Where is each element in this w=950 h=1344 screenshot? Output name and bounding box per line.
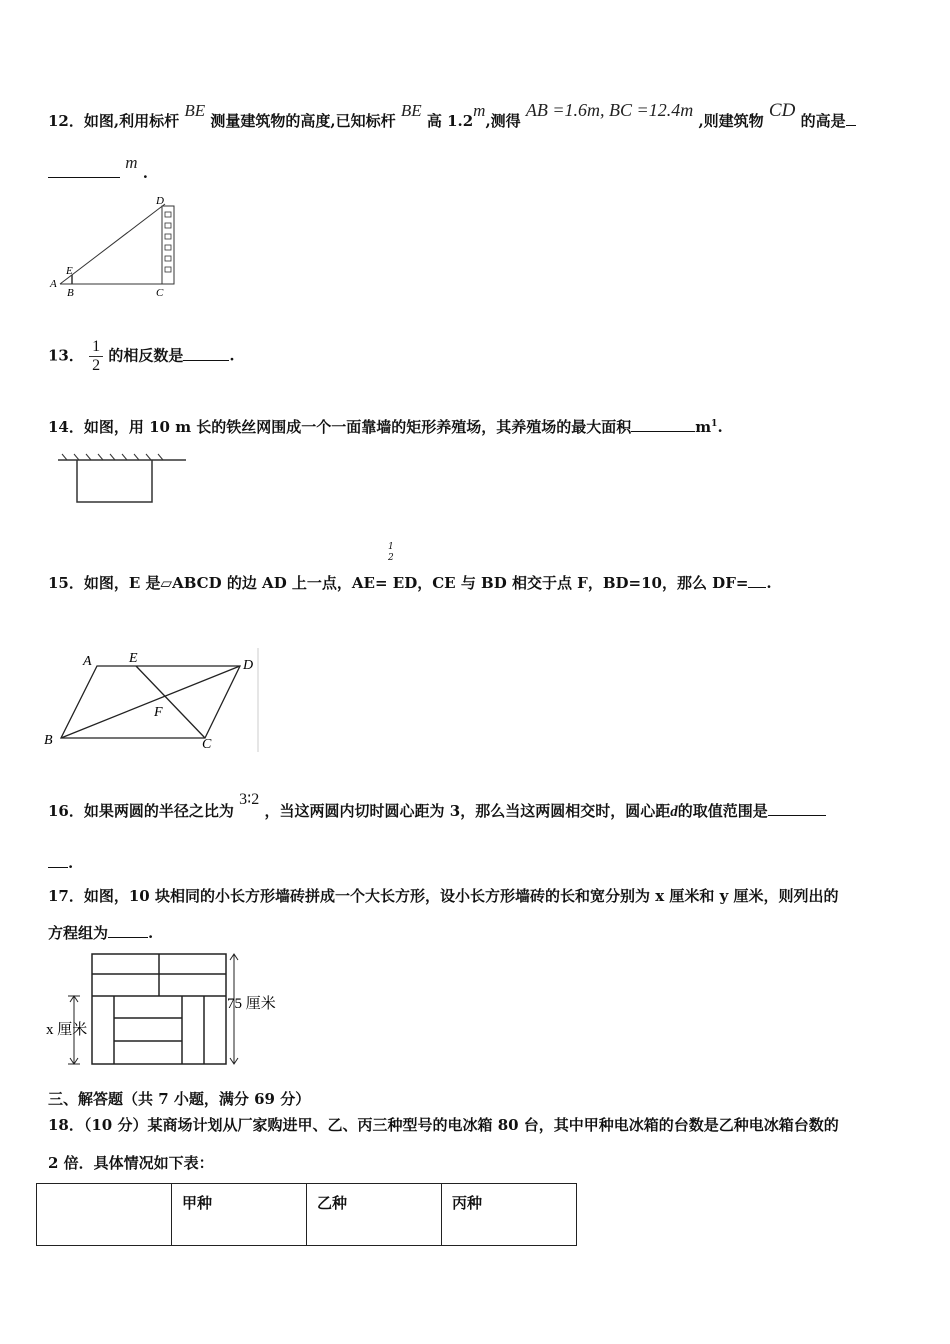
q16-line1	[48, 791, 826, 821]
table-header-yi: 乙种	[307, 1184, 442, 1246]
q16-line2	[48, 853, 73, 872]
q14-figure	[58, 450, 190, 506]
q12-measurements: AB =1.6m, BC =12.4m	[525, 100, 694, 120]
q18-line2	[48, 1152, 214, 1173]
q15-frac-num: 1	[388, 542, 394, 552]
q15-diagonal-bd	[61, 666, 240, 738]
q15-tail: .	[766, 574, 772, 592]
q13-number: 13．	[48, 346, 84, 365]
q12-sight-line	[60, 204, 165, 284]
q18-text: （10 分）某商场计划从厂家购进甲、乙、丙三种型号的电冰箱 80 台，其中甲种电冰箱的台数是乙种电冰箱台数的	[83, 1116, 839, 1134]
q14-unit: m	[695, 418, 712, 436]
q17-answer-blank	[108, 923, 148, 938]
q14-fence	[77, 460, 152, 502]
q15-line	[48, 542, 772, 593]
q13-fraction	[89, 338, 103, 375]
q12-building-windows	[165, 212, 171, 272]
q17-tiles	[92, 954, 226, 1064]
q15-figure	[40, 648, 262, 754]
q16-answer-blank-2	[48, 853, 68, 868]
q14-number: 14．	[48, 418, 84, 436]
q17-line1	[48, 885, 839, 906]
q12-label-d: D	[156, 195, 164, 207]
q17-number: 17．	[48, 887, 84, 905]
q18-table	[36, 1183, 577, 1246]
q18-number: 18．	[48, 1116, 84, 1134]
q14-answer-blank	[631, 417, 695, 432]
q15-answer-blank	[748, 573, 766, 588]
q12-label-c: C	[156, 287, 164, 299]
q17-text-2: 方程组为	[48, 924, 109, 942]
q17-figure	[44, 950, 284, 1072]
q12-answer-blank-a	[846, 111, 856, 126]
q15-text-2: ED，CE 与 BD 相交于点 F，BD=10，那么 DF=	[392, 574, 749, 592]
q12-line2	[48, 153, 148, 183]
q13-line	[48, 338, 235, 375]
q16-d: d	[670, 804, 678, 820]
table-header-bing: 丙种	[442, 1184, 577, 1246]
q18-line1	[48, 1114, 839, 1135]
q12-tail: .	[142, 164, 148, 182]
q12-text-5: ,则建筑物	[698, 112, 764, 130]
q18-text-2: 2 倍．具体情况如下表：	[48, 1154, 214, 1172]
q12-line1	[48, 100, 856, 132]
q12-number: 12．	[48, 112, 84, 130]
q15-label-f: F	[154, 705, 163, 720]
q12-cd: CD	[768, 100, 796, 121]
q15-label-a: A	[83, 654, 92, 669]
q14-line	[48, 416, 723, 437]
q12-text-4: ,测得	[485, 112, 521, 130]
q16-text-3: 的取值范围是	[677, 802, 768, 820]
q17-tail: .	[148, 924, 154, 942]
q16-text-1: 如果两圆的半径之比为	[83, 802, 234, 820]
q12-unit-m: m	[473, 101, 486, 120]
q12-be-1: BE	[184, 101, 206, 120]
q15-number: 15．	[48, 574, 84, 592]
q15-label-e: E	[129, 651, 138, 666]
q12-text-6: 的高是	[800, 112, 846, 130]
q12-text-3: 高 1.2	[426, 112, 474, 130]
q17-text: 如图，10 块相同的小长方形墙砖拼成一个大长方形，设小长方形墙砖的长和宽分别为 x 厘米和 y 厘米，则列出的	[83, 887, 839, 905]
q17-label-75: 75 厘米	[227, 996, 276, 1012]
q16-tail: .	[68, 854, 74, 872]
q13-frac-den: 2	[92, 357, 101, 374]
q13-text: 的相反数是	[108, 346, 184, 365]
q12-text-1: 如图,利用标杆	[83, 112, 180, 130]
q16-answer-blank	[768, 801, 826, 816]
q12-be-2: BE	[400, 101, 422, 120]
q12-answer-blank	[48, 163, 120, 178]
q16-ratio: 3∶2	[239, 791, 260, 808]
q12-label-b: B	[67, 287, 74, 299]
q14-text: 如图，用 10 m 长的铁丝网围成一个一面靠墙的矩形养殖场，其养殖场的最大面积	[83, 418, 632, 436]
q15-frac-den: 2	[388, 553, 394, 563]
table-row	[37, 1184, 577, 1246]
q16-text-2: ，当这两圆内切时圆心距为 3，那么当这两圆相交时，圆心距	[264, 802, 671, 820]
q14-tail: .	[717, 418, 723, 436]
q15-label-d: D	[243, 658, 254, 673]
q12-label-a: A	[50, 278, 57, 290]
q17-line2	[48, 922, 153, 943]
section-3-title-text: 三、解答题（共 7 小题，满分 69 分）	[48, 1090, 311, 1108]
q13-frac-num: 1	[89, 338, 103, 357]
q12-figure	[48, 192, 188, 300]
q15-label-b: B	[44, 733, 53, 748]
q14-exponent: 1	[711, 419, 718, 429]
q17-label-x: x 厘米	[46, 1022, 88, 1038]
q15-text-1: 如图，E 是▱ABCD 的边 AD 上一点，AE=	[83, 574, 388, 592]
q12-text-2: 测量建筑物的高度,已知标杆	[210, 112, 396, 130]
q15-fraction	[388, 542, 394, 564]
q14-wall-hatching	[62, 454, 163, 460]
q15-label-c: C	[202, 737, 212, 752]
q12-label-e: E	[66, 265, 73, 277]
q15-segment-ce	[136, 666, 205, 738]
section-3-title	[48, 1088, 310, 1109]
q13-answer-blank	[183, 346, 229, 361]
q12-answer-unit: m	[125, 153, 138, 172]
q13-tail: .	[229, 346, 235, 365]
table-header-jia: 甲种	[172, 1184, 307, 1246]
table-header-empty	[37, 1184, 172, 1246]
q16-number: 16．	[48, 802, 84, 820]
